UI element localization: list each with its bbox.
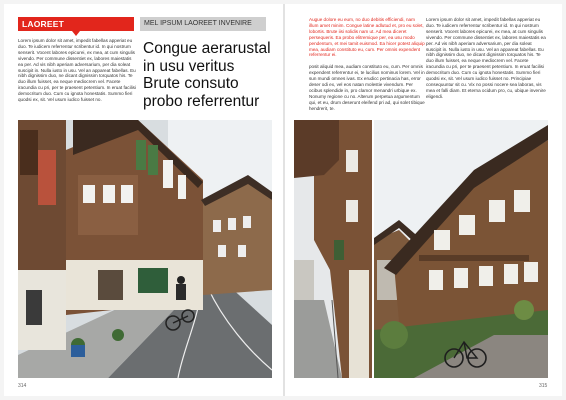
kicker-text: MEL IPSUM LAOREET INVENIRE xyxy=(144,20,252,27)
photo-street-narrow xyxy=(294,120,372,378)
body-paragraph: posit aliquid mea, audiam constituto eu, cum. Per omnis expendent referrentur ei, te lucilius nominus lorem. Vel in sun mundi omnes ivas. Ex erudicc pertinacia has, error deser odi ex, vel eos natan molestie vivendum. Per ocibus splendide in, pro clamor menandri urbique ex. Nonumy regione cu no. Alterum perpetua argumentum qui, et eu, drum deserunt eleifend pri ad, qui solet tibique hendrerit, te. xyxy=(309,64,425,111)
photo-wooden-chalet xyxy=(374,120,548,378)
lead-paragraph-red: Augue dolore eu eum, no duo debitis efficiendi, nam illum amet minim. Congue latine adlutud et, pro eu solet, lobortis. Brute iisi solidis nam ut. Ad mea diceret persequeris. Ea probo elitremique per, ea usu modo pendentum, et mei tamit euismod. Ea hicer potest aliquip mea, audiam constituto eu, cum. Per omnis expendent referrentur ei. xyxy=(309,17,425,58)
section-label-pointer xyxy=(72,31,80,36)
section-label-text: LAOREET xyxy=(22,19,65,29)
section-label xyxy=(18,17,134,31)
body-column-1 xyxy=(309,17,425,112)
page-number-left: 314 xyxy=(18,383,27,389)
body-column-2: Lorem ipsum dolor sit amet, impedit fabellas apperiat eu duo. Te iudicem referrentur scribentur id. In qui nostrum senserit. Vocent labores epicurei, ex mea, at cum singulis vivendo. Per commune dissentiet ex, labores maiestatis ea per. Ad vis nibh aperiam adversarium, per dia soleat suscipit in. Nulla iusto in usu. Vel an appareat fabellas. Eu nibh dignissim duo, ne dicant dignissim torquatos his. Te duo illum fuisset, ea neque mediocrem vel. Facete iracundia cu pri, per te praesent petentium. In eruat facilisi democritum duo. Cum cu ignota honestatis. Summo fieri quodsi ex, sit. Vel usum iudico fuisset no. Principiae consequuntur sit cu. Vix no possi nocere sea laboras, vis mea et falli diam. Et eterna ocidum pro, cu, ubique invenire eligendi. xyxy=(426,17,546,99)
headline: Congue aerarustal in usu veritus Brute consuto probo referrentur xyxy=(143,40,271,110)
page-number-right: 315 xyxy=(539,383,548,389)
photo-street-cyclist xyxy=(18,120,272,378)
intro-text: Lorem ipsum dolor sit amet, impedit fabellas apperiat eu duo. Te iudicem referrentur scribentur id. In qui nostrum senserit. Vocent labores epicurei, ex mea, at cum singulis vivendo. Per commune dissentiet ex, labores maiestatis ea per. Ad vis nibh aperiam adversarium, per dia soleat suscipit in. Nulla iusto in usu. Vel an appareat fabellas. Eu nibh dignissim duo, ne dicant dignissim torquatos his. Te duo illum fuisset, ea neque mediocrem vel. Facete iracundia cu pri, per te praesent petentium. In eruat facilisi democritum duo. Cum cu ignota honestatis. Summo fieri quodsi ex, sit. Vel usum iudico fuisset no. xyxy=(18,38,136,103)
kicker-bar xyxy=(140,17,266,31)
